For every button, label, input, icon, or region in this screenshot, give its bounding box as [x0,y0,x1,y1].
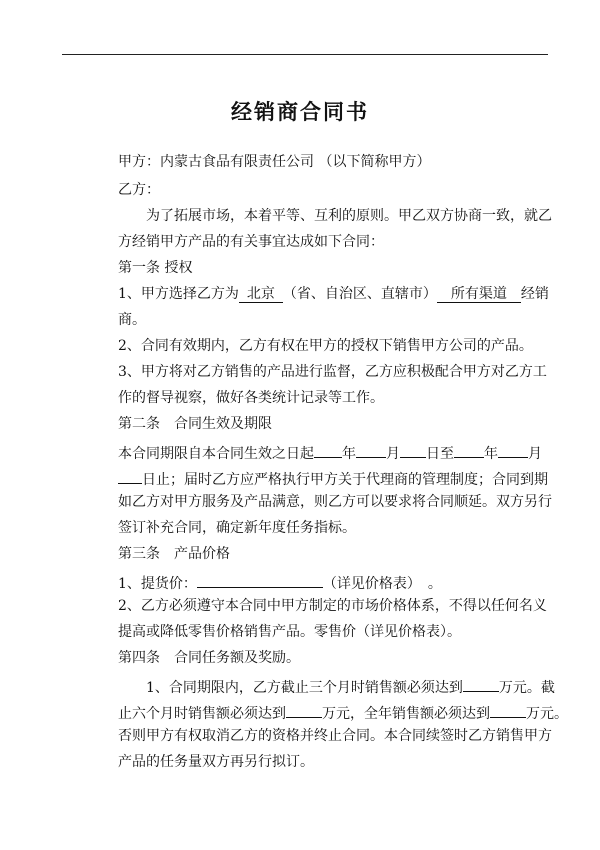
start-year-label: 年 [342,446,356,462]
header-rule [62,54,548,55]
article-2-line-2-text: 日止；届时乙方应严格执行甲方关于代理商的管理制度；合同到期 [142,472,548,488]
three-month-target-field[interactable] [463,674,499,692]
three-month-unit: 万元。截 [498,680,555,696]
article-3-item-1 [0,570,600,594]
article-1-item-1 [0,284,600,304]
annual-target-text: 万元，全年销售额必须达到 [322,706,490,722]
intro-line-1: 为了拓展市场，本着平等、互利的原则。甲乙双方协商一致，就乙 [146,208,552,224]
article-2-heading: 第二条 合同生效及期限 [118,416,272,432]
pickup-price-note: （详见价格表） 。 [322,576,442,592]
article-2-line-3: 如乙方对甲方服务及产品满意，则乙方可以要求将合同顺延。双方另行 [118,494,552,510]
term-start-prefix: 本合同期限自本合同生效之日起 [118,446,314,462]
article-4-line-1 [0,674,600,698]
pickup-price-label: 1、提货价： [118,576,197,592]
party-a-line: 甲方：内蒙古食品有限责任公司 （以下简称甲方） [118,154,431,170]
article-4-line-4: 产品的任务量双方再另行拟订。 [118,754,314,770]
end-year-label: 年 [484,446,498,462]
article-2-line-4: 签订补充合同，确定新年度任务指标。 [118,520,356,536]
a1-item1-suffix: 经销 [520,286,549,302]
start-day-field[interactable] [400,440,426,458]
three-month-target-text: 1、合同期限内，乙方截止三个月时销售额必须达到 [146,680,463,696]
article-2-line-1 [0,440,600,464]
start-month-field[interactable] [356,440,386,458]
end-month-label: 月 [528,446,542,462]
end-day-field[interactable] [118,466,142,484]
a1-item1-middle: （省、自治区、直辖市） [282,286,437,302]
end-month-field[interactable] [498,440,528,458]
a1-item1-prefix: 1、甲方选择乙方为 [118,286,239,302]
article-1-item-3-line-2: 作的督导视察，做好各类统计记录等工作。 [118,390,384,406]
page-title: 经销商合同书 [231,99,369,124]
six-month-target-text: 止六个月时销售额必须达到 [118,706,286,722]
pickup-price-field[interactable] [197,570,323,588]
article-4-heading: 第四条 合同任务额及奖励。 [118,650,300,666]
end-year-field[interactable] [454,440,484,458]
article-1-item-2: 2、合同有效期内，乙方有权在甲方的授权下销售甲方公司的产品。 [118,338,533,354]
annual-unit: 万元。 [526,706,568,722]
region-field[interactable]: 北京 [239,285,283,303]
annual-target-field[interactable] [490,700,526,718]
start-month-label: 月 [386,446,400,462]
start-day-to-label: 日至 [426,446,454,462]
intro-line-2: 方经销甲方产品的有关事宜达成如下合同： [118,234,384,250]
start-year-field[interactable] [314,440,342,458]
article-2-line-2 [0,466,600,490]
article-3-heading: 第三条 产品价格 [118,546,230,562]
article-4-line-3: 否则甲方有权取消乙方的资格并终止合同。本合同续签时乙方销售甲方 [118,728,552,744]
article-1-item-1-cont: 商。 [118,312,146,328]
article-1-item-3-line-1: 3、甲方将对乙方销售的产品进行监督，乙方应积极配合甲方对乙方工 [118,364,547,380]
six-month-target-field[interactable] [286,700,322,718]
article-3-item-2-line-1: 2、乙方必须遵守本合同中甲方制定的市场价格体系，不得以任何名义 [118,598,547,614]
article-4-line-2 [0,700,600,724]
party-b-line: 乙方： [118,182,160,198]
article-3-item-2-line-2: 提高或降低零售价格销售产品。零售价（详见价格表）。 [118,624,461,640]
channel-field[interactable]: 所有渠道 [437,285,521,303]
article-1-heading: 第一条 授权 [118,260,193,276]
